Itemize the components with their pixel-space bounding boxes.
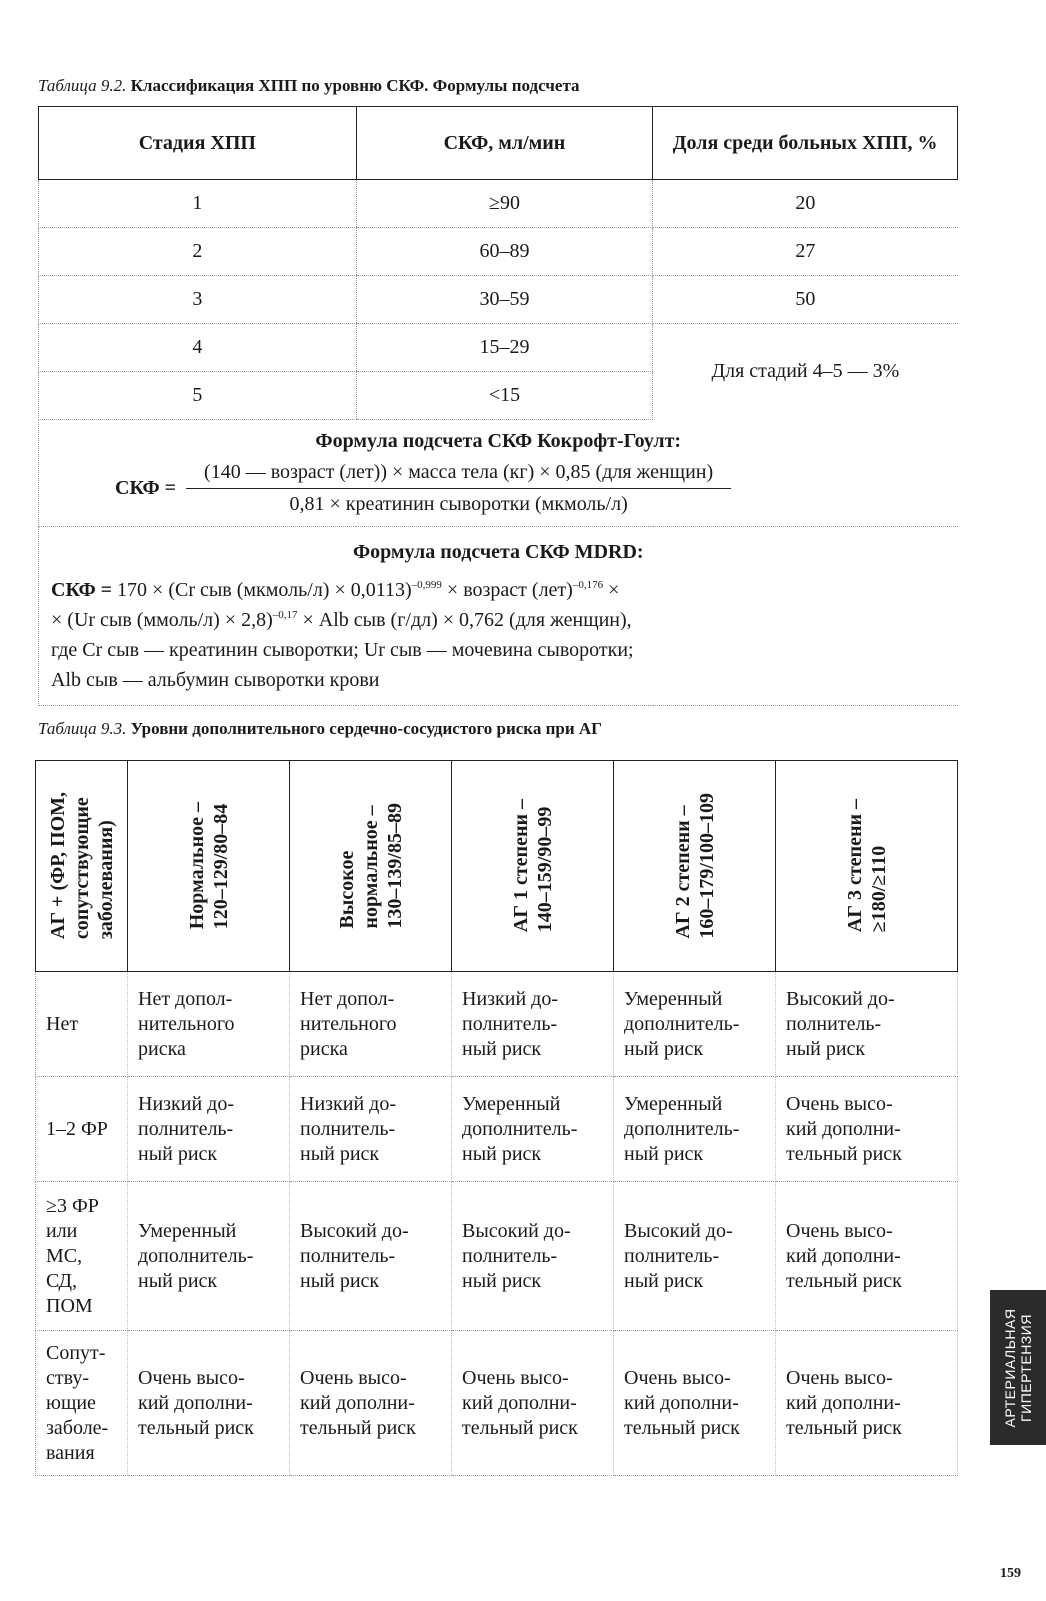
header-risk-factors xyxy=(36,761,128,972)
cell-line: кий дополни- xyxy=(786,1117,901,1140)
stage-cell: 2 xyxy=(39,228,357,276)
stage-cell: 5 xyxy=(39,372,357,420)
cell-line: вания xyxy=(46,1441,95,1464)
cockcroft-fraction xyxy=(186,461,731,516)
table-row xyxy=(39,324,958,372)
gfr-cell: <15 xyxy=(356,372,653,420)
cell-line: Умеренный xyxy=(462,1092,561,1115)
cell-line: полнитель- xyxy=(624,1244,720,1267)
cell-line: тельный риск xyxy=(786,1142,902,1165)
header-line: 130–139/85–89 xyxy=(383,803,406,929)
table-header-row xyxy=(39,107,958,180)
header-line: Нормальное – xyxy=(185,802,208,930)
cell-line: ный риск xyxy=(624,1142,704,1165)
cell-line: ству- xyxy=(46,1366,90,1389)
cell-line: ≥3 ФР xyxy=(46,1194,99,1217)
cell-line: Низкий до- xyxy=(300,1092,397,1115)
risk-level-cell xyxy=(614,1182,776,1331)
cell-line: тельный риск xyxy=(300,1416,416,1439)
cockcroft-denominator: 0,81 × креатинин сыворотки (мкмоль/л) xyxy=(289,493,628,515)
cockcroft-lhs: СКФ = xyxy=(115,477,177,499)
mdrd-exponent: –0,17 xyxy=(272,609,298,621)
cell-line: Умеренный xyxy=(138,1219,237,1242)
side-tab-line: АРТЕРИАЛЬНАЯ xyxy=(1002,1308,1018,1427)
cell-line: кий дополни- xyxy=(786,1244,901,1267)
cell-line: МС, xyxy=(46,1244,83,1267)
mdrd-text: × xyxy=(603,579,620,601)
table-row xyxy=(39,180,958,228)
mdrd-row xyxy=(39,527,958,706)
header-line: 120–129/80–84 xyxy=(209,804,232,930)
risk-factor-cell xyxy=(36,1077,128,1182)
risk-level-cell xyxy=(452,1077,614,1182)
mdrd-text: × возраст (лет) xyxy=(441,579,573,601)
mdrd-exponent: –0,999 xyxy=(411,579,442,591)
cell-line: тельный риск xyxy=(786,1416,902,1439)
cell-line: дополнитель- xyxy=(462,1117,578,1140)
table-9-3-caption xyxy=(38,719,602,739)
cell-line: Сопут- xyxy=(46,1341,106,1364)
risk-factor-cell xyxy=(36,972,128,1077)
gfr-cell: 60–89 xyxy=(356,228,653,276)
cell-line: нительного xyxy=(300,1012,397,1035)
mdrd-formula xyxy=(39,527,958,706)
side-tab-line: ГИПЕРТЕНЗИЯ xyxy=(1018,1313,1034,1422)
table-9-3-title: Уровни дополнительного сердечно-сосудистого риска при АГ xyxy=(130,719,602,738)
cell-line: заболе- xyxy=(46,1416,109,1439)
gfr-cell: 30–59 xyxy=(356,276,653,324)
mdrd-lhs: СКФ = xyxy=(51,579,113,601)
header-gfr: СКФ, мл/мин xyxy=(356,107,653,180)
header-high-normal xyxy=(290,761,452,972)
cell-line: Высокий до- xyxy=(624,1219,733,1242)
cockcroft-formula xyxy=(39,420,958,527)
share-cell: 20 xyxy=(653,180,958,228)
cell-line: тельный риск xyxy=(624,1416,740,1439)
table-9-2-title: Классификация ХПП по уровню СКФ. Формулы подсчета xyxy=(130,76,580,95)
cell-line: полнитель- xyxy=(786,1012,882,1035)
header-line: АГ 1 степени – xyxy=(509,799,532,933)
cell-line: ный риск xyxy=(462,1142,542,1165)
risk-level-cell xyxy=(128,1331,290,1476)
cell-line: ПОМ xyxy=(46,1294,93,1317)
cell-line: Очень высо- xyxy=(462,1366,569,1389)
cell-line: полнитель- xyxy=(462,1244,558,1267)
cell-line: дополнитель- xyxy=(138,1244,254,1267)
header-line: ≥180/≥110 xyxy=(867,846,890,933)
cell-line: СД, xyxy=(46,1269,77,1292)
header-line: сопутствующие xyxy=(70,797,93,940)
risk-factor-cell xyxy=(36,1331,128,1476)
mdrd-exponent: –0,176 xyxy=(572,579,604,591)
cell-line: полнитель- xyxy=(300,1117,396,1140)
cell-line: ный риск xyxy=(300,1142,380,1165)
risk-factor-cell xyxy=(36,1182,128,1331)
table-row xyxy=(39,228,958,276)
mdrd-line-3: где Cr сыв — креатинин сыворотки; Ur сыв — мочевина сыворотки; xyxy=(51,639,634,661)
cell-line: ющие xyxy=(46,1391,96,1414)
risk-level-cell xyxy=(614,1077,776,1182)
table-row xyxy=(36,1077,958,1182)
mdrd-text: × (Ur сыв (ммоль/л) × 2,8) xyxy=(51,609,273,631)
table-row xyxy=(36,972,958,1077)
risk-level-cell xyxy=(452,1182,614,1331)
cell-line: Высокий до- xyxy=(462,1219,571,1242)
cell-line: Нет xyxy=(46,1012,79,1035)
risk-level-cell xyxy=(128,1182,290,1331)
header-stage: Стадия ХПП xyxy=(39,107,357,180)
cell-line: ный риск xyxy=(138,1142,218,1165)
risk-level-cell xyxy=(776,1182,958,1331)
cell-line: Умеренный xyxy=(624,1092,723,1115)
stage-cell: 3 xyxy=(39,276,357,324)
gfr-cell: ≥90 xyxy=(356,180,653,228)
header-line: 160–179/100–109 xyxy=(695,793,718,939)
cell-line: дополнитель- xyxy=(624,1012,740,1035)
cell-line: Очень высо- xyxy=(786,1219,893,1242)
mdrd-text: × Alb сыв (г/дл) × 0,762 (для женщин), xyxy=(297,609,632,631)
share-cell: 27 xyxy=(653,228,958,276)
cell-line: полнитель- xyxy=(462,1012,558,1035)
cell-line: 1–2 ФР xyxy=(46,1117,108,1140)
share-cell: 50 xyxy=(653,276,958,324)
mdrd-line-1 xyxy=(51,575,946,605)
risk-level-cell xyxy=(290,1077,452,1182)
header-line: Высокое xyxy=(335,850,358,929)
cell-line: тельный риск xyxy=(462,1416,578,1439)
cell-line: Нет допол- xyxy=(300,987,395,1010)
cell-line: риска xyxy=(300,1037,348,1060)
risk-level-cell xyxy=(776,972,958,1077)
cell-line: полнитель- xyxy=(300,1244,396,1267)
risk-level-cell xyxy=(290,1331,452,1476)
stage-cell: 4 xyxy=(39,324,357,372)
cell-line: Высокий до- xyxy=(786,987,895,1010)
cell-line: ный риск xyxy=(624,1269,704,1292)
table-9-3-label: Таблица 9.3. xyxy=(38,719,127,738)
cell-line: или xyxy=(46,1219,78,1242)
header-line: АГ 3 степени – xyxy=(843,799,866,933)
table-9-2-label: Таблица 9.2. xyxy=(38,76,127,95)
cell-line: дополнитель- xyxy=(624,1117,740,1140)
cell-line: Очень высо- xyxy=(300,1366,407,1389)
risk-level-cell xyxy=(776,1077,958,1182)
risk-level-cell xyxy=(290,1182,452,1331)
risk-level-cell xyxy=(128,972,290,1077)
risk-level-cell xyxy=(452,972,614,1077)
table-9-2-caption xyxy=(38,76,580,96)
merged-share-cell: Для стадий 4–5 — 3% xyxy=(711,360,900,383)
cell-line: кий дополни- xyxy=(624,1391,739,1414)
cell-line: Нет допол- xyxy=(138,987,233,1010)
cell-line: нительного xyxy=(138,1012,235,1035)
table-header-row xyxy=(36,761,958,972)
risk-level-cell xyxy=(452,1331,614,1476)
cell-line: Очень высо- xyxy=(624,1366,731,1389)
cell-line: Очень высо- xyxy=(786,1366,893,1389)
header-ag2 xyxy=(614,761,776,972)
risk-level-cell xyxy=(776,1331,958,1476)
cell-line: Очень высо- xyxy=(138,1366,245,1389)
cell-line: тельный риск xyxy=(138,1416,254,1439)
cell-line: ный риск xyxy=(624,1037,704,1060)
mdrd-line-4: Alb сыв — альбумин сыворотки крови xyxy=(51,669,380,691)
table-row xyxy=(36,1182,958,1331)
cell-line: кий дополни- xyxy=(462,1391,577,1414)
cell-line: ный риск xyxy=(300,1269,380,1292)
cell-line: Очень высо- xyxy=(786,1092,893,1115)
mdrd-text: 170 × (Cr сыв (мкмоль/л) × 0,0113) xyxy=(112,579,412,601)
cell-line: Низкий до- xyxy=(462,987,559,1010)
header-line: заболевания) xyxy=(94,820,117,940)
cell-line: ный риск xyxy=(462,1037,542,1060)
header-line: 140–159/90–99 xyxy=(533,807,556,933)
header-line: АГ 2 степени – xyxy=(671,805,694,939)
table-row xyxy=(39,276,958,324)
section-side-tab xyxy=(990,1290,1046,1445)
cell-line: ный риск xyxy=(462,1269,542,1292)
cell-line: кий дополни- xyxy=(138,1391,253,1414)
cockcroft-title: Формула подсчета СКФ Кокрофт-Гоулт: xyxy=(315,430,682,452)
header-ag1 xyxy=(452,761,614,972)
cell-line: Умеренный xyxy=(624,987,723,1010)
cell-line: риска xyxy=(138,1037,186,1060)
header-line: АГ + (ФР, ПОМ, xyxy=(46,792,69,940)
table-row xyxy=(36,1331,958,1476)
cockcroft-equation xyxy=(51,461,946,516)
cell-line: ный риск xyxy=(786,1037,866,1060)
cell-line: Высокий до- xyxy=(300,1219,409,1242)
stage-cell: 1 xyxy=(39,180,357,228)
header-share: Доля среди больных ХПП, % xyxy=(653,107,958,180)
cell-line: ный риск xyxy=(138,1269,218,1292)
risk-level-cell xyxy=(290,972,452,1077)
cockcroft-row xyxy=(39,420,958,527)
header-line: нормальное – xyxy=(359,805,382,929)
header-normal xyxy=(128,761,290,972)
mdrd-line-2 xyxy=(51,605,946,635)
cockcroft-numerator: (140 — возраст (лет)) × масса тела (кг) × 0,85 (для женщин) xyxy=(186,461,731,489)
header-ag3 xyxy=(776,761,958,972)
table-9-2 xyxy=(38,106,958,706)
gfr-cell: 15–29 xyxy=(356,324,653,372)
mdrd-title: Формула подсчета СКФ MDRD: xyxy=(352,541,644,563)
cell-line: кий дополни- xyxy=(786,1391,901,1414)
cell-line: Низкий до- xyxy=(138,1092,235,1115)
risk-level-cell xyxy=(128,1077,290,1182)
cell-line: кий дополни- xyxy=(300,1391,415,1414)
table-9-3 xyxy=(35,760,958,1476)
risk-level-cell xyxy=(614,1331,776,1476)
risk-level-cell xyxy=(614,972,776,1077)
cell-line: тельный риск xyxy=(786,1269,902,1292)
page-number: 159 xyxy=(1000,1566,1021,1581)
cell-line: полнитель- xyxy=(138,1117,234,1140)
